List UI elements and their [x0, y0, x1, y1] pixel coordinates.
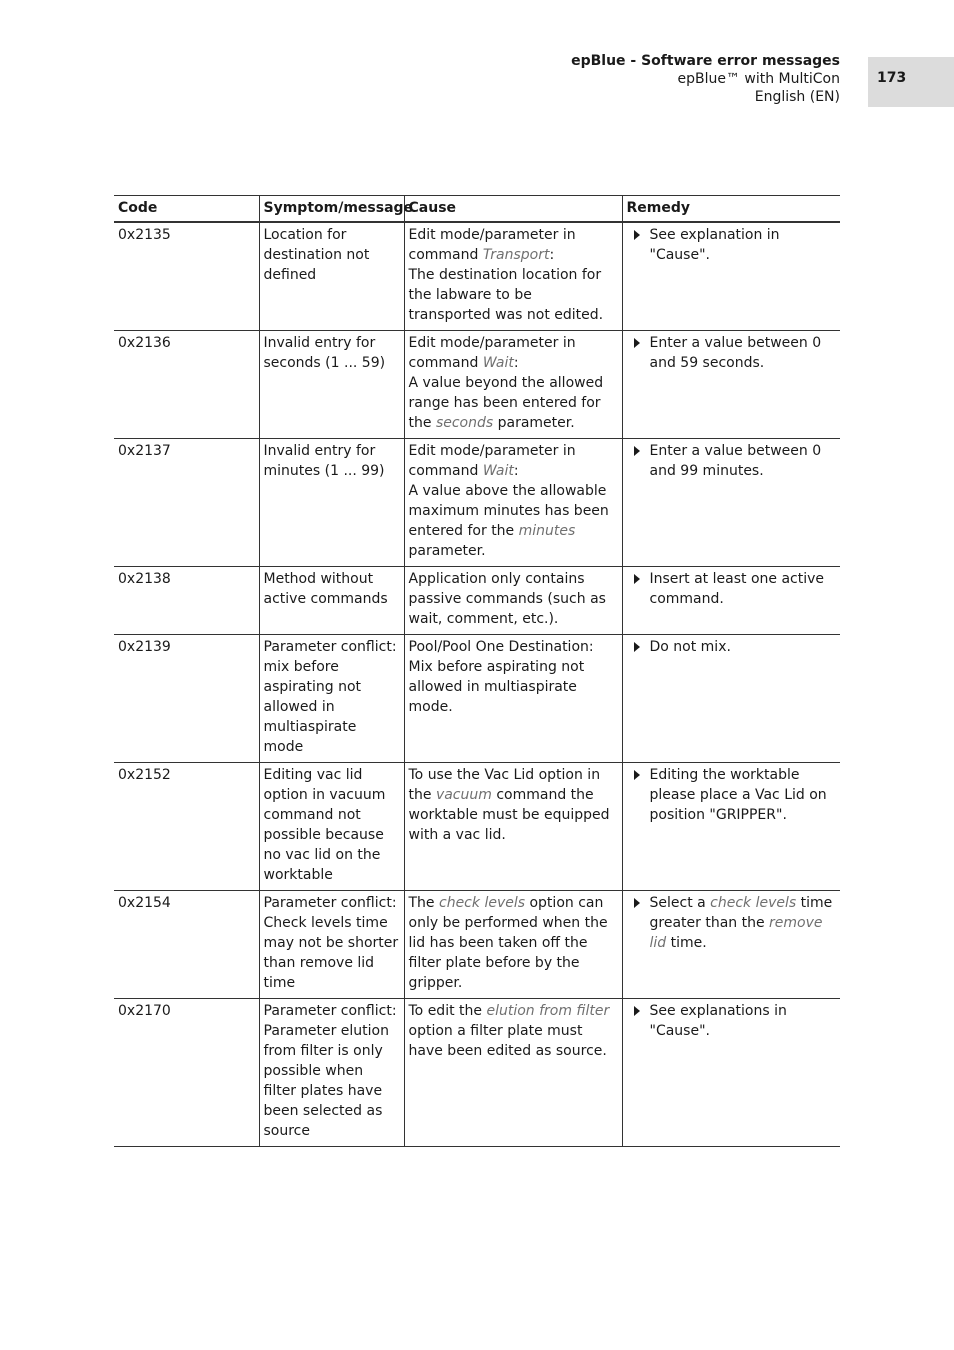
remedy-cell — [622, 330, 840, 438]
italic-term: Transport — [482, 246, 550, 263]
error-code-cell: 0x2136 — [114, 330, 259, 438]
header-language: English (EN) — [754, 89, 840, 105]
error-code-cell: 0x2154 — [114, 890, 259, 998]
page-number-box — [868, 57, 954, 107]
remedy-cell — [622, 998, 840, 1146]
symptom-cell: Invalid entry for seconds (1 ... 59) — [259, 330, 404, 438]
table-row — [114, 330, 840, 438]
remedy-cell — [622, 634, 840, 762]
remedy-item: See explanation in "Cause". — [627, 225, 837, 265]
remedy-cell — [622, 438, 840, 566]
italic-term: check levels — [710, 894, 797, 911]
remedy-item: Enter a value between 0 and 99 minutes. — [627, 441, 837, 481]
symptom-cell: Location for destination not defined — [259, 222, 404, 331]
italic-term: Wait — [482, 354, 514, 371]
cause-cell: The check levels option can only be performed when the lid has been taken off the filter plate before by the gripper. — [404, 890, 622, 998]
triangle-bullet-icon — [634, 574, 640, 584]
italic-term: Wait — [482, 462, 514, 479]
triangle-bullet-icon — [634, 446, 640, 456]
remedy-item: Insert at least one active command. — [627, 569, 837, 609]
header-title: epBlue - Software error messages — [571, 53, 840, 69]
triangle-bullet-icon — [634, 898, 640, 908]
italic-term: vacuum — [435, 786, 492, 803]
column-header-cause: Cause — [404, 196, 622, 222]
error-code-cell: 0x2139 — [114, 634, 259, 762]
column-header-remedy: Remedy — [622, 196, 840, 222]
table-row — [114, 762, 840, 890]
remedy-item: Select a check levels time greater than the remove lid time. — [627, 893, 837, 953]
italic-term: elution from filter — [486, 1002, 610, 1019]
symptom-cell: Invalid entry for minutes (1 ... 99) — [259, 438, 404, 566]
page-number: 173 — [877, 70, 907, 86]
triangle-bullet-icon — [634, 1006, 640, 1016]
cause-cell: Edit mode/parameter in command Wait: A value beyond the allowed range has been entered for the seconds parameter. — [404, 330, 622, 438]
error-code-cell: 0x2152 — [114, 762, 259, 890]
symptom-cell: Parameter conflict: mix before aspirating not allowed in multiaspirate mode — [259, 634, 404, 762]
table-row — [114, 222, 840, 331]
symptom-cell: Method without active commands — [259, 566, 404, 634]
column-header-code: Code — [114, 196, 259, 222]
column-header-symptom: Symptom/message — [259, 196, 404, 222]
cause-cell: Pool/Pool One Destination: Mix before aspirating not allowed in multiaspirate mode. — [404, 634, 622, 762]
error-code-cell: 0x2135 — [114, 222, 259, 331]
triangle-bullet-icon — [634, 770, 640, 780]
table-row — [114, 438, 840, 566]
triangle-bullet-icon — [634, 230, 640, 240]
triangle-bullet-icon — [634, 338, 640, 348]
table-row — [114, 998, 840, 1146]
symptom-cell: Parameter conflict: Parameter elution from filter is only possible when filter plates have been selected as source — [259, 998, 404, 1146]
cause-cell: Application only contains passive commands (such as wait, comment, etc.). — [404, 566, 622, 634]
error-messages-table — [114, 195, 840, 1147]
running-header — [571, 52, 840, 106]
table-row — [114, 890, 840, 998]
italic-term: check levels — [439, 894, 526, 911]
error-code-cell: 0x2170 — [114, 998, 259, 1146]
table-row — [114, 634, 840, 762]
italic-term: remove lid — [649, 914, 823, 951]
remedy-item: Editing the worktable please place a Vac Lid on position "GRIPPER". — [627, 765, 837, 825]
table-body — [114, 222, 840, 1147]
remedy-cell — [622, 222, 840, 331]
cause-cell: To edit the elution from filter option a filter plate must have been edited as source. — [404, 998, 622, 1146]
cause-cell: Edit mode/parameter in command Transport: The destination location for the labware to be transported was not edited. — [404, 222, 622, 331]
remedy-item: Enter a value between 0 and 59 seconds. — [627, 333, 837, 373]
remedy-item: Do not mix. — [627, 637, 837, 657]
triangle-bullet-icon — [634, 642, 640, 652]
table-header-row — [114, 196, 840, 222]
symptom-cell: Parameter conflict: Check levels time may not be shorter than remove lid time — [259, 890, 404, 998]
error-code-cell: 0x2137 — [114, 438, 259, 566]
error-code-cell: 0x2138 — [114, 566, 259, 634]
header-subtitle: epBlue™ with MultiCon — [677, 71, 840, 87]
remedy-cell — [622, 762, 840, 890]
cause-cell: Edit mode/parameter in command Wait: A value above the allowable maximum minutes has been entered for the minutes parameter. — [404, 438, 622, 566]
cause-cell: To use the Vac Lid option in the vacuum command the worktable must be equipped with a vac lid. — [404, 762, 622, 890]
remedy-item: See explanations in "Cause". — [627, 1001, 837, 1041]
italic-term: seconds — [435, 414, 494, 431]
remedy-cell — [622, 566, 840, 634]
remedy-cell — [622, 890, 840, 998]
symptom-cell: Editing vac lid option in vacuum command not possible because no vac lid on the worktable — [259, 762, 404, 890]
table-row — [114, 566, 840, 634]
italic-term: minutes — [518, 522, 576, 539]
